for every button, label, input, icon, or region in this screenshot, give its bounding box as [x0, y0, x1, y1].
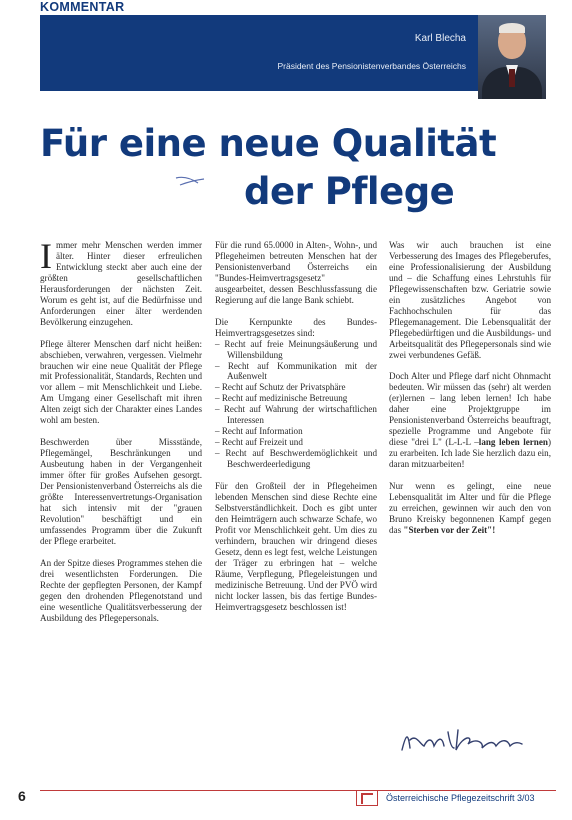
pen-scribble-icon: [170, 170, 214, 196]
paragraph: Für die rund 65.0000 in Alten-, Wohn-, und Pflegeheimen betreuten Menschen hat der Pensionistenverband Österreichs ein "Bundes-Heimvertragsgesetz" ausgearbeitet, dessen Beschlussfassung die Regierung auf die lange Bank schiebt.: [215, 240, 377, 305]
footer-rule: [40, 790, 556, 791]
text-column-2: [215, 240, 377, 624]
author-role: Präsident des Pensionistenverbandes Österreichs: [277, 61, 466, 71]
list-item: – Recht auf Freizeit und: [215, 437, 377, 448]
list-item: – Recht auf Information: [215, 426, 377, 437]
list-intro: Die Kernpunkte des Bundes-Heimvertragsgesetzes sind:: [215, 316, 377, 338]
paragraph: [389, 481, 551, 536]
rights-list: [215, 339, 377, 470]
text-column-3: [389, 240, 551, 547]
paragraph-text: Doch Alter und Pflege darf nicht Ohnmacht bedeuten. Wir müssen das (sehr) alt werden (er)lernen – lang leben lernen! Ich habe daher eine Projektgruppe im Pensionistenverband Österreichs beauftragt, spezielle Programme und Angebote für diese "drei L" (L-L-L –: [389, 371, 551, 448]
list-item: – Recht auf Kommunikation mit der Außenwelt: [215, 361, 377, 383]
paragraph: Beschwerden über Missstände, Pflegemängel, Beschränkungen und Ausbeutung haben in der Vergangenheit immer öfter für großes Aufsehen gesorgt. Der Pensionistenverband Österreichs als die größte Interessenvertretungs-Organisation hat sich intensiv mit der "grauen Revolution" beschäftigt und ein umfassendes Programm über die Zukunft der Pflege erarbeitet.: [40, 437, 202, 546]
page-number: 6: [18, 788, 26, 804]
list-item: – Recht auf freie Meinungsäußerung und Willensbildung: [215, 339, 377, 361]
emphasis: lang leben lernen: [478, 437, 548, 448]
list-item: – Recht auf Wahrung der wirtschaftlichen Interessen: [215, 404, 377, 426]
author-banner: [40, 15, 478, 91]
paragraph-text: mmer mehr Menschen werden immer älter. Hinter dieser erfreulichen Entwicklung steckt aber auch eine der größten gesellschaftlichen Herausforderungen der nächsten Zeit. Worum es geht ist, auf die Bedürfnisse und Anforderungen einer älter werdenden Bevölkerung einzugehen.: [40, 240, 202, 327]
article-title-line1: Für eine neue Qualität: [40, 122, 497, 165]
paragraph: Was wir auch brauchen ist eine Verbesserung des Images des Pflegeberufes, eine Professionalisierung der Ausbildung und – die Schaffung eines Lehrstuhls für Pflegewissenschaften bzw. Geriatrie sowie ein zusätzliches Angebot von Fachhochschulen für das Pflegemanagement. Die Lebensqualität der Pflegebedürftigen und die Ausbildungs- und Arbeitsqualität des Pflegepersonals sind wie zwei verbundenes Gefäß.: [389, 240, 551, 360]
list-item: – Recht auf Schutz der Privatsphäre: [215, 382, 377, 393]
list-item: – Recht auf Beschwerdemöglichkeit und Beschwerdeerledigung: [215, 448, 377, 470]
paragraph: Pflege älterer Menschen darf nicht heißen: abschieben, verwahren, vergessen. Vielmehr brauchen wir eine neue Qualität der Pflege mit Professionalität, Standards, Rechten und vor allem – mit Menschlichkeit und Liebe. Am Umgang einer Gesellschaft mit ihren Alten zeigt sich der Charakter eines Landes wohl am besten.: [40, 338, 202, 426]
paragraph: [389, 371, 551, 470]
emphasis: "Sterben vor der Zeit"!: [403, 524, 496, 535]
paragraph: [40, 236, 202, 328]
section-label: KOMMENTAR: [40, 0, 125, 14]
paragraph-text: ) zu erarbeiten. Ich lade Sie herzlich dazu ein, daran mitzuarbeiten!: [389, 437, 551, 470]
author-photo: [478, 15, 546, 99]
author-name: Karl Blecha: [414, 33, 466, 44]
publication-logo-icon: [356, 790, 378, 806]
paragraph: Für den Großteil der in Pflegeheimen lebenden Menschen sind diese Rechte eine Selbstverständlichkeit. Doch es gibt unter den Heimträgern auch schwarze Schafe, wo Profit vor Menschlichkeit geht. Um dies zu verhindern, brauchen wir dringend dieses Gesetz, denn es legt fest, welche Leistungen der Träger zu erbringen hat – welche Räume, Verpflegung, Pflegeleistungen und medizinische Betreuung. Und der PVÖ wird nicht locker lassen, bis das fertige Bundes-Heimvertragsgesetz beschlossen ist!: [215, 481, 377, 612]
article-title-line2: der Pflege: [244, 170, 455, 213]
list-item: – Recht auf medizinische Betreuung: [215, 393, 377, 404]
signature: [398, 724, 528, 758]
publication-name: Österreichische Pflegezeitschrift 3/03: [386, 793, 535, 803]
text-column-1: [40, 236, 202, 635]
paragraph: An der Spitze dieses Programmes stehen die drei wesentlichsten Forderungen. Die Rechte der gepflegten Personen, der Kampf gegen den drohenden Pflegenotstand und eine wesentliche Qualitätsverbesserung der Ausbildung des Pflegepersonals.: [40, 557, 202, 623]
dropcap: I: [40, 236, 52, 276]
paragraph-text: Nur wenn es gelingt, eine neue Lebensqualität im Alter und für die Pflege zu erreichen, gewinnen wir auch den von Bruno Kreisky begonnenen Kampf gegen das: [389, 481, 551, 535]
